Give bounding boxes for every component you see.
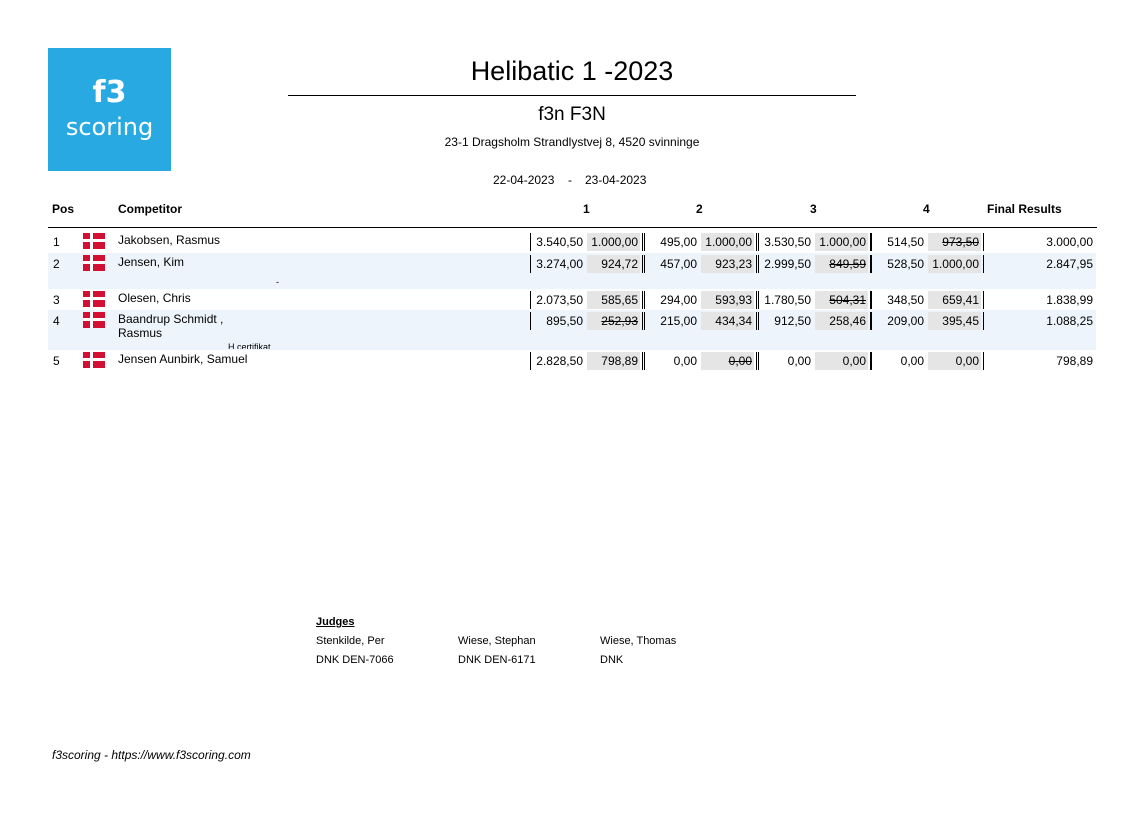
- round-divider: [642, 352, 643, 370]
- round-divider: [756, 352, 757, 370]
- round-3-normalized-score: 0,00: [815, 352, 868, 370]
- position-cell: 1: [53, 235, 60, 249]
- round-divider: [642, 312, 643, 330]
- overlay-dash: -: [276, 277, 279, 287]
- round-4-normalized-score: 1.000,00: [928, 255, 981, 273]
- date-from: 22-04-2023: [493, 173, 555, 187]
- round-2-normalized-score: 593,93: [701, 291, 754, 309]
- round-1-normalized-score: 924,72: [587, 255, 640, 273]
- round-divider: [871, 255, 872, 273]
- table-row: [48, 350, 1096, 370]
- final-result: 3.000,00: [1046, 235, 1093, 249]
- round-2-raw-score: 215,00: [660, 314, 697, 328]
- overlay-cert-text: H certifikat: [228, 342, 271, 349]
- round-divider: [530, 255, 531, 273]
- round-1-raw-score: 3.274,00: [536, 257, 583, 271]
- round-4-raw-score: 209,00: [887, 314, 924, 328]
- round-1-raw-score: 895,50: [546, 314, 583, 328]
- table-row: [48, 231, 1096, 253]
- judges-heading: Judges: [316, 616, 355, 628]
- competitor-name-line2: Rasmus: [118, 326, 163, 340]
- denmark-flag-icon: [83, 255, 105, 271]
- round-divider: [530, 233, 531, 251]
- title-divider: [288, 95, 856, 96]
- header-competitor: Competitor: [118, 202, 182, 216]
- round-3-raw-score: 0,00: [787, 354, 811, 368]
- round-1-normalized-score: 1.000,00: [587, 233, 640, 251]
- round-4-raw-score: 514,50: [887, 235, 924, 249]
- round-divider: [644, 312, 645, 330]
- final-result: 798,89: [1056, 354, 1093, 368]
- event-location: 23-1 Dragsholm Strandlystvej 8, 4520 svinninge: [444, 135, 700, 149]
- denmark-flag-icon: [83, 312, 105, 328]
- header-round-4: 4: [923, 202, 930, 216]
- table-row: [48, 289, 1096, 310]
- round-3-raw-score: 1.780,50: [764, 293, 811, 307]
- round-divider: [530, 291, 531, 309]
- round-1-normalized-score: 252,93: [587, 312, 640, 330]
- round-2-normalized-score: 434,34: [701, 312, 754, 330]
- competitor-name: Jensen Aunbirk, Samuel: [118, 352, 248, 366]
- table-row: [48, 253, 1096, 289]
- round-divider: [758, 291, 759, 309]
- round-divider: [756, 255, 757, 273]
- competitor-name: Jakobsen, Rasmus: [118, 233, 221, 247]
- round-1-normalized-score: 585,65: [587, 291, 640, 309]
- competitor-name: Baandrup Schmidt ,: [118, 312, 224, 326]
- round-divider: [530, 352, 531, 370]
- round-divider: [642, 291, 643, 309]
- round-1-raw-score: 2.828,50: [536, 354, 583, 368]
- round-3-raw-score: 3.530,50: [764, 235, 811, 249]
- position-cell: 3: [53, 293, 60, 307]
- final-result: 1.838,99: [1046, 293, 1093, 307]
- round-divider: [871, 233, 872, 251]
- competitor-name: Jensen, Kim: [118, 255, 185, 269]
- round-3-normalized-score: 258,46: [815, 312, 868, 330]
- denmark-flag-icon: [83, 352, 105, 368]
- header-round-2: 2: [696, 202, 703, 216]
- date-to: 23-04-2023: [585, 173, 647, 187]
- round-divider: [644, 291, 645, 309]
- round-1-raw-score: 3.540,50: [536, 235, 583, 249]
- round-divider: [758, 255, 759, 273]
- round-3-normalized-score: 849,59: [815, 255, 868, 273]
- round-4-normalized-score: 0,00: [928, 352, 981, 370]
- round-divider: [758, 233, 759, 251]
- round-divider: [644, 352, 645, 370]
- logo-line1: f3: [92, 75, 127, 110]
- judge-1-id: DNK DEN-7066: [316, 654, 394, 666]
- judge-2-id: DNK DEN-6171: [458, 654, 536, 666]
- logo-line2: scoring: [65, 113, 154, 141]
- position-cell: 5: [53, 354, 60, 368]
- round-1-normalized-score: 798,89: [587, 352, 640, 370]
- round-divider: [983, 352, 984, 370]
- judge-2-name: Wiese, Stephan: [458, 635, 536, 647]
- round-2-normalized-score: 0,00: [701, 352, 754, 370]
- round-divider: [983, 255, 984, 273]
- round-4-normalized-score: 395,45: [928, 312, 981, 330]
- header-pos: Pos: [52, 202, 75, 216]
- round-2-raw-score: 0,00: [673, 354, 697, 368]
- competitor-name: Olesen, Chris: [118, 291, 191, 305]
- footer-credit: f3scoring - https://www.f3scoring.com: [52, 748, 251, 762]
- header-final-results: Final Results: [987, 202, 1062, 216]
- position-cell: 2: [53, 257, 60, 271]
- round-4-raw-score: 528,50: [887, 257, 924, 271]
- final-result: 1.088,25: [1046, 314, 1093, 328]
- round-divider: [758, 352, 759, 370]
- round-2-raw-score: 294,00: [660, 293, 697, 307]
- header-round-3: 3: [810, 202, 817, 216]
- round-2-raw-score: 457,00: [660, 257, 697, 271]
- round-1-raw-score: 2.073,50: [536, 293, 583, 307]
- round-divider: [983, 233, 984, 251]
- round-2-normalized-score: 923,23: [701, 255, 754, 273]
- round-divider: [758, 312, 759, 330]
- round-divider: [983, 291, 984, 309]
- round-divider: [756, 233, 757, 251]
- round-2-raw-score: 495,00: [660, 235, 697, 249]
- round-3-raw-score: 912,50: [774, 314, 811, 328]
- denmark-flag-icon: [83, 291, 105, 307]
- judge-3-id: DNK: [600, 654, 624, 666]
- event-title: Helibatic 1 -2023: [470, 56, 674, 86]
- round-divider: [871, 352, 872, 370]
- round-divider: [642, 255, 643, 273]
- judge-1-name: Stenkilde, Per: [316, 635, 385, 647]
- round-4-normalized-score: 973,50: [928, 233, 981, 251]
- table-row: [48, 310, 1096, 350]
- round-divider: [642, 233, 643, 251]
- round-divider: [644, 255, 645, 273]
- round-divider: [644, 233, 645, 251]
- round-divider: [871, 291, 872, 309]
- round-4-normalized-score: 659,41: [928, 291, 981, 309]
- header-round-1: 1: [583, 202, 590, 216]
- position-cell: 4: [53, 314, 60, 328]
- date-separator: -: [568, 173, 572, 187]
- f3scoring-logo: [48, 48, 171, 171]
- denmark-flag-icon: [83, 233, 105, 249]
- round-2-normalized-score: 1.000,00: [701, 233, 754, 251]
- event-class: f3n F3N: [538, 104, 606, 125]
- round-divider: [756, 291, 757, 309]
- final-result: 2.847,95: [1046, 257, 1093, 271]
- round-3-raw-score: 2.999,50: [764, 257, 811, 271]
- round-divider: [983, 312, 984, 330]
- round-3-normalized-score: 1.000,00: [815, 233, 868, 251]
- round-3-normalized-score: 504,31: [815, 291, 868, 309]
- round-divider: [530, 312, 531, 330]
- round-divider: [756, 312, 757, 330]
- round-4-raw-score: 0,00: [900, 354, 924, 368]
- round-divider: [871, 312, 872, 330]
- header-divider: [48, 227, 1097, 228]
- judge-3-name: Wiese, Thomas: [600, 635, 677, 647]
- round-4-raw-score: 348,50: [887, 293, 924, 307]
